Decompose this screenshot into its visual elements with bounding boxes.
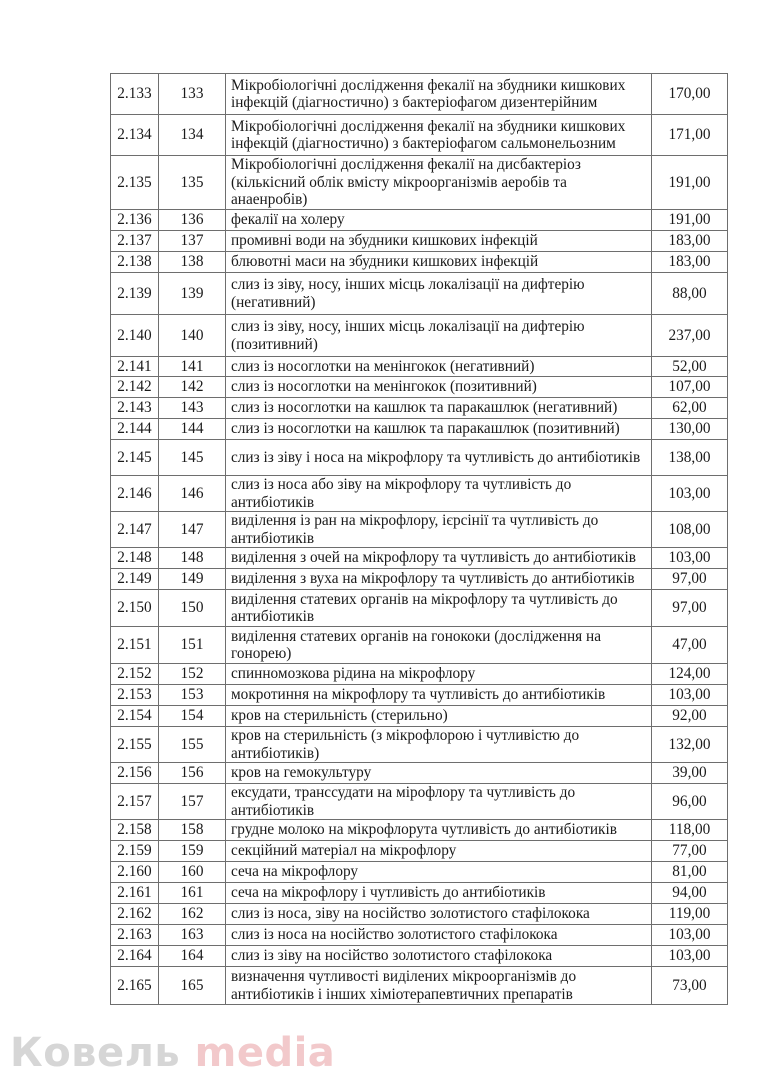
table-row [111, 904, 728, 925]
row-code: 2.147 [111, 512, 159, 548]
row-description: слиз із зіву і носа на мікрофлору та чутливість до антибіотиків [226, 440, 652, 476]
row-code: 2.136 [111, 210, 159, 231]
row-number: 140 [159, 315, 226, 357]
row-number: 162 [159, 904, 226, 925]
row-price: 77,00 [652, 841, 728, 862]
table-row [111, 419, 728, 440]
row-number: 153 [159, 685, 226, 706]
row-description: ексудати, транссудати на мірофлору та чутливість до антибіотиків [226, 784, 652, 820]
row-description: виділення з вуха на мікрофлору та чутливість до антибіотиків [226, 569, 652, 590]
row-number: 157 [159, 784, 226, 820]
row-price: 118,00 [652, 820, 728, 841]
table-row [111, 398, 728, 419]
row-code: 2.160 [111, 862, 159, 883]
row-description: сеча на мікрофлору і чутливість до антибіотиків [226, 883, 652, 904]
row-description: Мікробіологічні дослідження фекалії на збудники кишкових інфекцій (діагностично) з бактеріофагом сальмонельозним [226, 115, 652, 156]
table-row [111, 763, 728, 784]
table-row [111, 357, 728, 377]
table-row [111, 210, 728, 231]
row-price: 97,00 [652, 590, 728, 627]
table-row [111, 925, 728, 946]
row-price: 88,00 [652, 273, 728, 315]
row-code: 2.153 [111, 685, 159, 706]
row-description: блювотні маси на збудники кишкових інфекцій [226, 252, 652, 273]
table-row [111, 841, 728, 862]
price-table [110, 73, 728, 1005]
row-price: 191,00 [652, 156, 728, 210]
row-price: 108,00 [652, 512, 728, 548]
row-code: 2.134 [111, 115, 159, 156]
row-number: 134 [159, 115, 226, 156]
row-description: слиз із носоглотки на кашлюк та паракашлюк (негативний) [226, 398, 652, 419]
watermark-part-media: media [194, 1030, 336, 1076]
table-row [111, 883, 728, 904]
row-code: 2.161 [111, 883, 159, 904]
table-row [111, 512, 728, 548]
row-description: спинномозкова рідина на мікрофлору [226, 664, 652, 685]
row-code: 2.146 [111, 476, 159, 512]
watermark-part-kovel: Ковель [10, 1030, 181, 1076]
row-code: 2.140 [111, 315, 159, 357]
row-number: 155 [159, 727, 226, 763]
row-price: 97,00 [652, 569, 728, 590]
row-description: секційний матеріал на мікрофлору [226, 841, 652, 862]
table-row [111, 252, 728, 273]
row-code: 2.162 [111, 904, 159, 925]
row-number: 145 [159, 440, 226, 476]
row-price: 94,00 [652, 883, 728, 904]
table-row [111, 548, 728, 569]
watermark-logo [10, 1030, 335, 1076]
table-row [111, 664, 728, 685]
row-description: слиз із носа на носійство золотистого стафілокока [226, 925, 652, 946]
row-number: 142 [159, 377, 226, 398]
row-code: 2.142 [111, 377, 159, 398]
row-number: 164 [159, 946, 226, 967]
row-number: 148 [159, 548, 226, 569]
row-price: 103,00 [652, 548, 728, 569]
row-price: 107,00 [652, 377, 728, 398]
row-description: слиз із зіву, носу, інших місць локалізації на дифтерію (позитивний) [226, 315, 652, 357]
table-row [111, 727, 728, 763]
row-code: 2.141 [111, 357, 159, 377]
row-code: 2.156 [111, 763, 159, 784]
row-description: слиз із носоглотки на кашлюк та паракашлюк (позитивний) [226, 419, 652, 440]
row-price: 52,00 [652, 357, 728, 377]
row-price: 170,00 [652, 74, 728, 115]
row-number: 133 [159, 74, 226, 115]
table-row [111, 476, 728, 512]
row-description: Мікробіологічні дослідження фекалії на дисбактеріоз (кількісний облік вмісту мікроорганізмів аеробів та анаенробів) [226, 156, 652, 210]
row-description: кров на стерильність (з мікрофлорою і чутливістю до антибіотиків) [226, 727, 652, 763]
row-price: 103,00 [652, 946, 728, 967]
table-row [111, 685, 728, 706]
row-number: 151 [159, 627, 226, 664]
row-number: 143 [159, 398, 226, 419]
row-price: 47,00 [652, 627, 728, 664]
row-number: 136 [159, 210, 226, 231]
row-description: слиз із носа або зіву на мікрофлору та чутливість до антибіотиків [226, 476, 652, 512]
row-code: 2.154 [111, 706, 159, 727]
row-description: слиз із носоглотки на менінгокок (негативний) [226, 357, 652, 377]
row-price: 124,00 [652, 664, 728, 685]
table-row [111, 967, 728, 1005]
row-price: 62,00 [652, 398, 728, 419]
row-code: 2.133 [111, 74, 159, 115]
row-price: 237,00 [652, 315, 728, 357]
row-description: слиз із носоглотки на менінгокок (позитивний) [226, 377, 652, 398]
row-price: 171,00 [652, 115, 728, 156]
row-number: 156 [159, 763, 226, 784]
row-price: 96,00 [652, 784, 728, 820]
table-row [111, 377, 728, 398]
row-price: 119,00 [652, 904, 728, 925]
row-description: слиз із зіву на носійство золотистого стафілокока [226, 946, 652, 967]
row-number: 141 [159, 357, 226, 377]
row-price: 103,00 [652, 925, 728, 946]
row-description: слиз із носа, зіву на носійство золотистого стафілокока [226, 904, 652, 925]
row-code: 2.163 [111, 925, 159, 946]
row-code: 2.164 [111, 946, 159, 967]
row-description: промивні води на збудники кишкових інфекцій [226, 231, 652, 252]
table-row [111, 115, 728, 156]
row-code: 2.148 [111, 548, 159, 569]
row-price: 191,00 [652, 210, 728, 231]
row-code: 2.157 [111, 784, 159, 820]
row-price: 183,00 [652, 252, 728, 273]
row-description: кров на гемокультуру [226, 763, 652, 784]
row-price: 39,00 [652, 763, 728, 784]
row-description: виділення статевих органів на мікрофлору та чутливість до антибіотиків [226, 590, 652, 627]
row-description: визначення чутливості виділених мікроорганізмів до антибіотиків і інших хіміотерапевтичних препаратів [226, 967, 652, 1005]
row-description: виділення статевих органів на гонококи (дослідження на гонорею) [226, 627, 652, 664]
table-row [111, 315, 728, 357]
table-row [111, 74, 728, 115]
table-row [111, 946, 728, 967]
row-number: 146 [159, 476, 226, 512]
row-number: 154 [159, 706, 226, 727]
row-price: 103,00 [652, 685, 728, 706]
row-number: 152 [159, 664, 226, 685]
table-row [111, 231, 728, 252]
row-number: 149 [159, 569, 226, 590]
row-number: 139 [159, 273, 226, 315]
row-number: 137 [159, 231, 226, 252]
table-row [111, 784, 728, 820]
table-row [111, 862, 728, 883]
table-row [111, 440, 728, 476]
row-code: 2.155 [111, 727, 159, 763]
row-number: 161 [159, 883, 226, 904]
row-description: фекалії на холеру [226, 210, 652, 231]
row-code: 2.150 [111, 590, 159, 627]
row-code: 2.145 [111, 440, 159, 476]
row-price: 138,00 [652, 440, 728, 476]
table-row [111, 627, 728, 664]
row-price: 103,00 [652, 476, 728, 512]
row-code: 2.144 [111, 419, 159, 440]
row-code: 2.151 [111, 627, 159, 664]
table-row [111, 569, 728, 590]
row-price: 81,00 [652, 862, 728, 883]
table-row [111, 590, 728, 627]
row-price: 130,00 [652, 419, 728, 440]
row-description: виділення з очей на мікрофлору та чутливість до антибіотиків [226, 548, 652, 569]
price-table-body [111, 74, 728, 1005]
row-description: сеча на мікрофлору [226, 862, 652, 883]
row-number: 160 [159, 862, 226, 883]
row-number: 165 [159, 967, 226, 1005]
table-row [111, 706, 728, 727]
table-row [111, 273, 728, 315]
row-number: 163 [159, 925, 226, 946]
table-row [111, 156, 728, 210]
row-description: Мікробіологічні дослідження фекалії на збудники кишкових інфекцій (діагностично) з бактеріофагом дизентерійним [226, 74, 652, 115]
row-price: 183,00 [652, 231, 728, 252]
row-code: 2.137 [111, 231, 159, 252]
row-code: 2.149 [111, 569, 159, 590]
row-price: 132,00 [652, 727, 728, 763]
row-number: 159 [159, 841, 226, 862]
row-description: кров на стерильність (стерильно) [226, 706, 652, 727]
row-code: 2.138 [111, 252, 159, 273]
row-description: слиз із зіву, носу, інших місць локалізації на дифтерію (негативний) [226, 273, 652, 315]
row-number: 144 [159, 419, 226, 440]
row-number: 138 [159, 252, 226, 273]
row-number: 158 [159, 820, 226, 841]
row-code: 2.139 [111, 273, 159, 315]
row-code: 2.165 [111, 967, 159, 1005]
row-number: 135 [159, 156, 226, 210]
row-code: 2.152 [111, 664, 159, 685]
row-code: 2.143 [111, 398, 159, 419]
row-description: мокротиння на мікрофлору та чутливість до антибіотиків [226, 685, 652, 706]
row-price: 73,00 [652, 967, 728, 1005]
row-number: 147 [159, 512, 226, 548]
row-description: виділення із ран на мікрофлору, ієрсінії та чутливість до антибіотиків [226, 512, 652, 548]
row-description: грудне молоко на мікрофлорута чутливість до антибіотиків [226, 820, 652, 841]
table-row [111, 820, 728, 841]
row-code: 2.135 [111, 156, 159, 210]
row-code: 2.158 [111, 820, 159, 841]
row-price: 92,00 [652, 706, 728, 727]
row-number: 150 [159, 590, 226, 627]
row-code: 2.159 [111, 841, 159, 862]
